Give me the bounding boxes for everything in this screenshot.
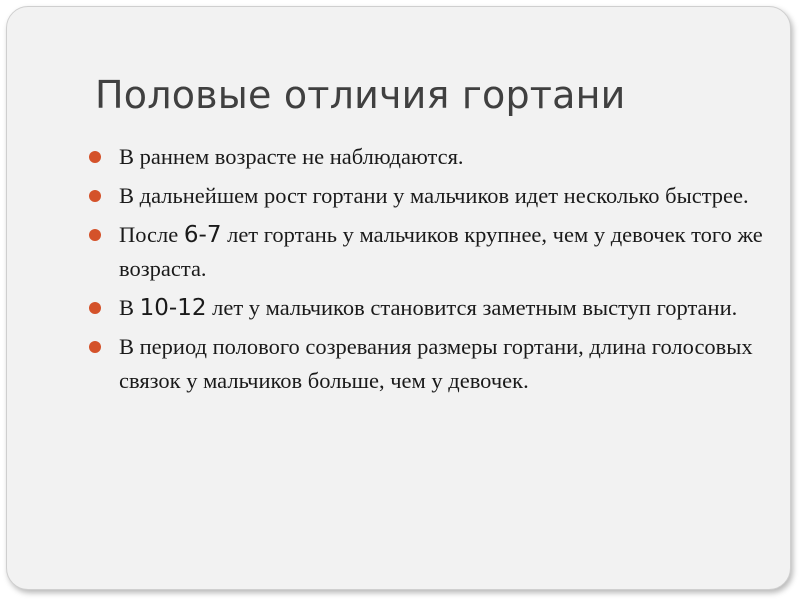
bullet-item [87,179,767,213]
bullet-item [87,218,767,286]
bullet-item [87,330,767,398]
bullet-text: В период полового созревания размеры гортани, длина голосовых связок у мальчиков больше, чем у девочек. [119,334,753,393]
bullet-text-suffix: лет у мальчиков становится заметным выступ гортани. [206,295,738,320]
bullet-text: В раннем возрасте не наблюдаются. [119,144,464,169]
bullet-text-suffix: лет гортань у мальчиков крупнее, чем у девочек того же возраста. [119,222,763,281]
bullet-dot-icon [89,341,101,353]
bullet-dot-icon [89,151,101,163]
bullet-text: В дальнейшем рост гортани у мальчиков идет несколько быстрее. [119,183,749,208]
bullet-dot-icon [89,229,101,241]
bullet-list [87,140,767,403]
bullet-dot-icon [89,302,101,314]
bullet-item [87,140,767,174]
bullet-number: 10-12 [139,295,207,321]
bullet-item [87,291,767,325]
bullet-dot-icon [89,190,101,202]
bullet-text-prefix: После [119,222,184,247]
bullet-number: 6-7 [183,222,222,248]
slide [6,6,791,590]
slide-title: Половые отличия гортани [95,73,626,117]
bullet-text-prefix: В [119,295,140,320]
